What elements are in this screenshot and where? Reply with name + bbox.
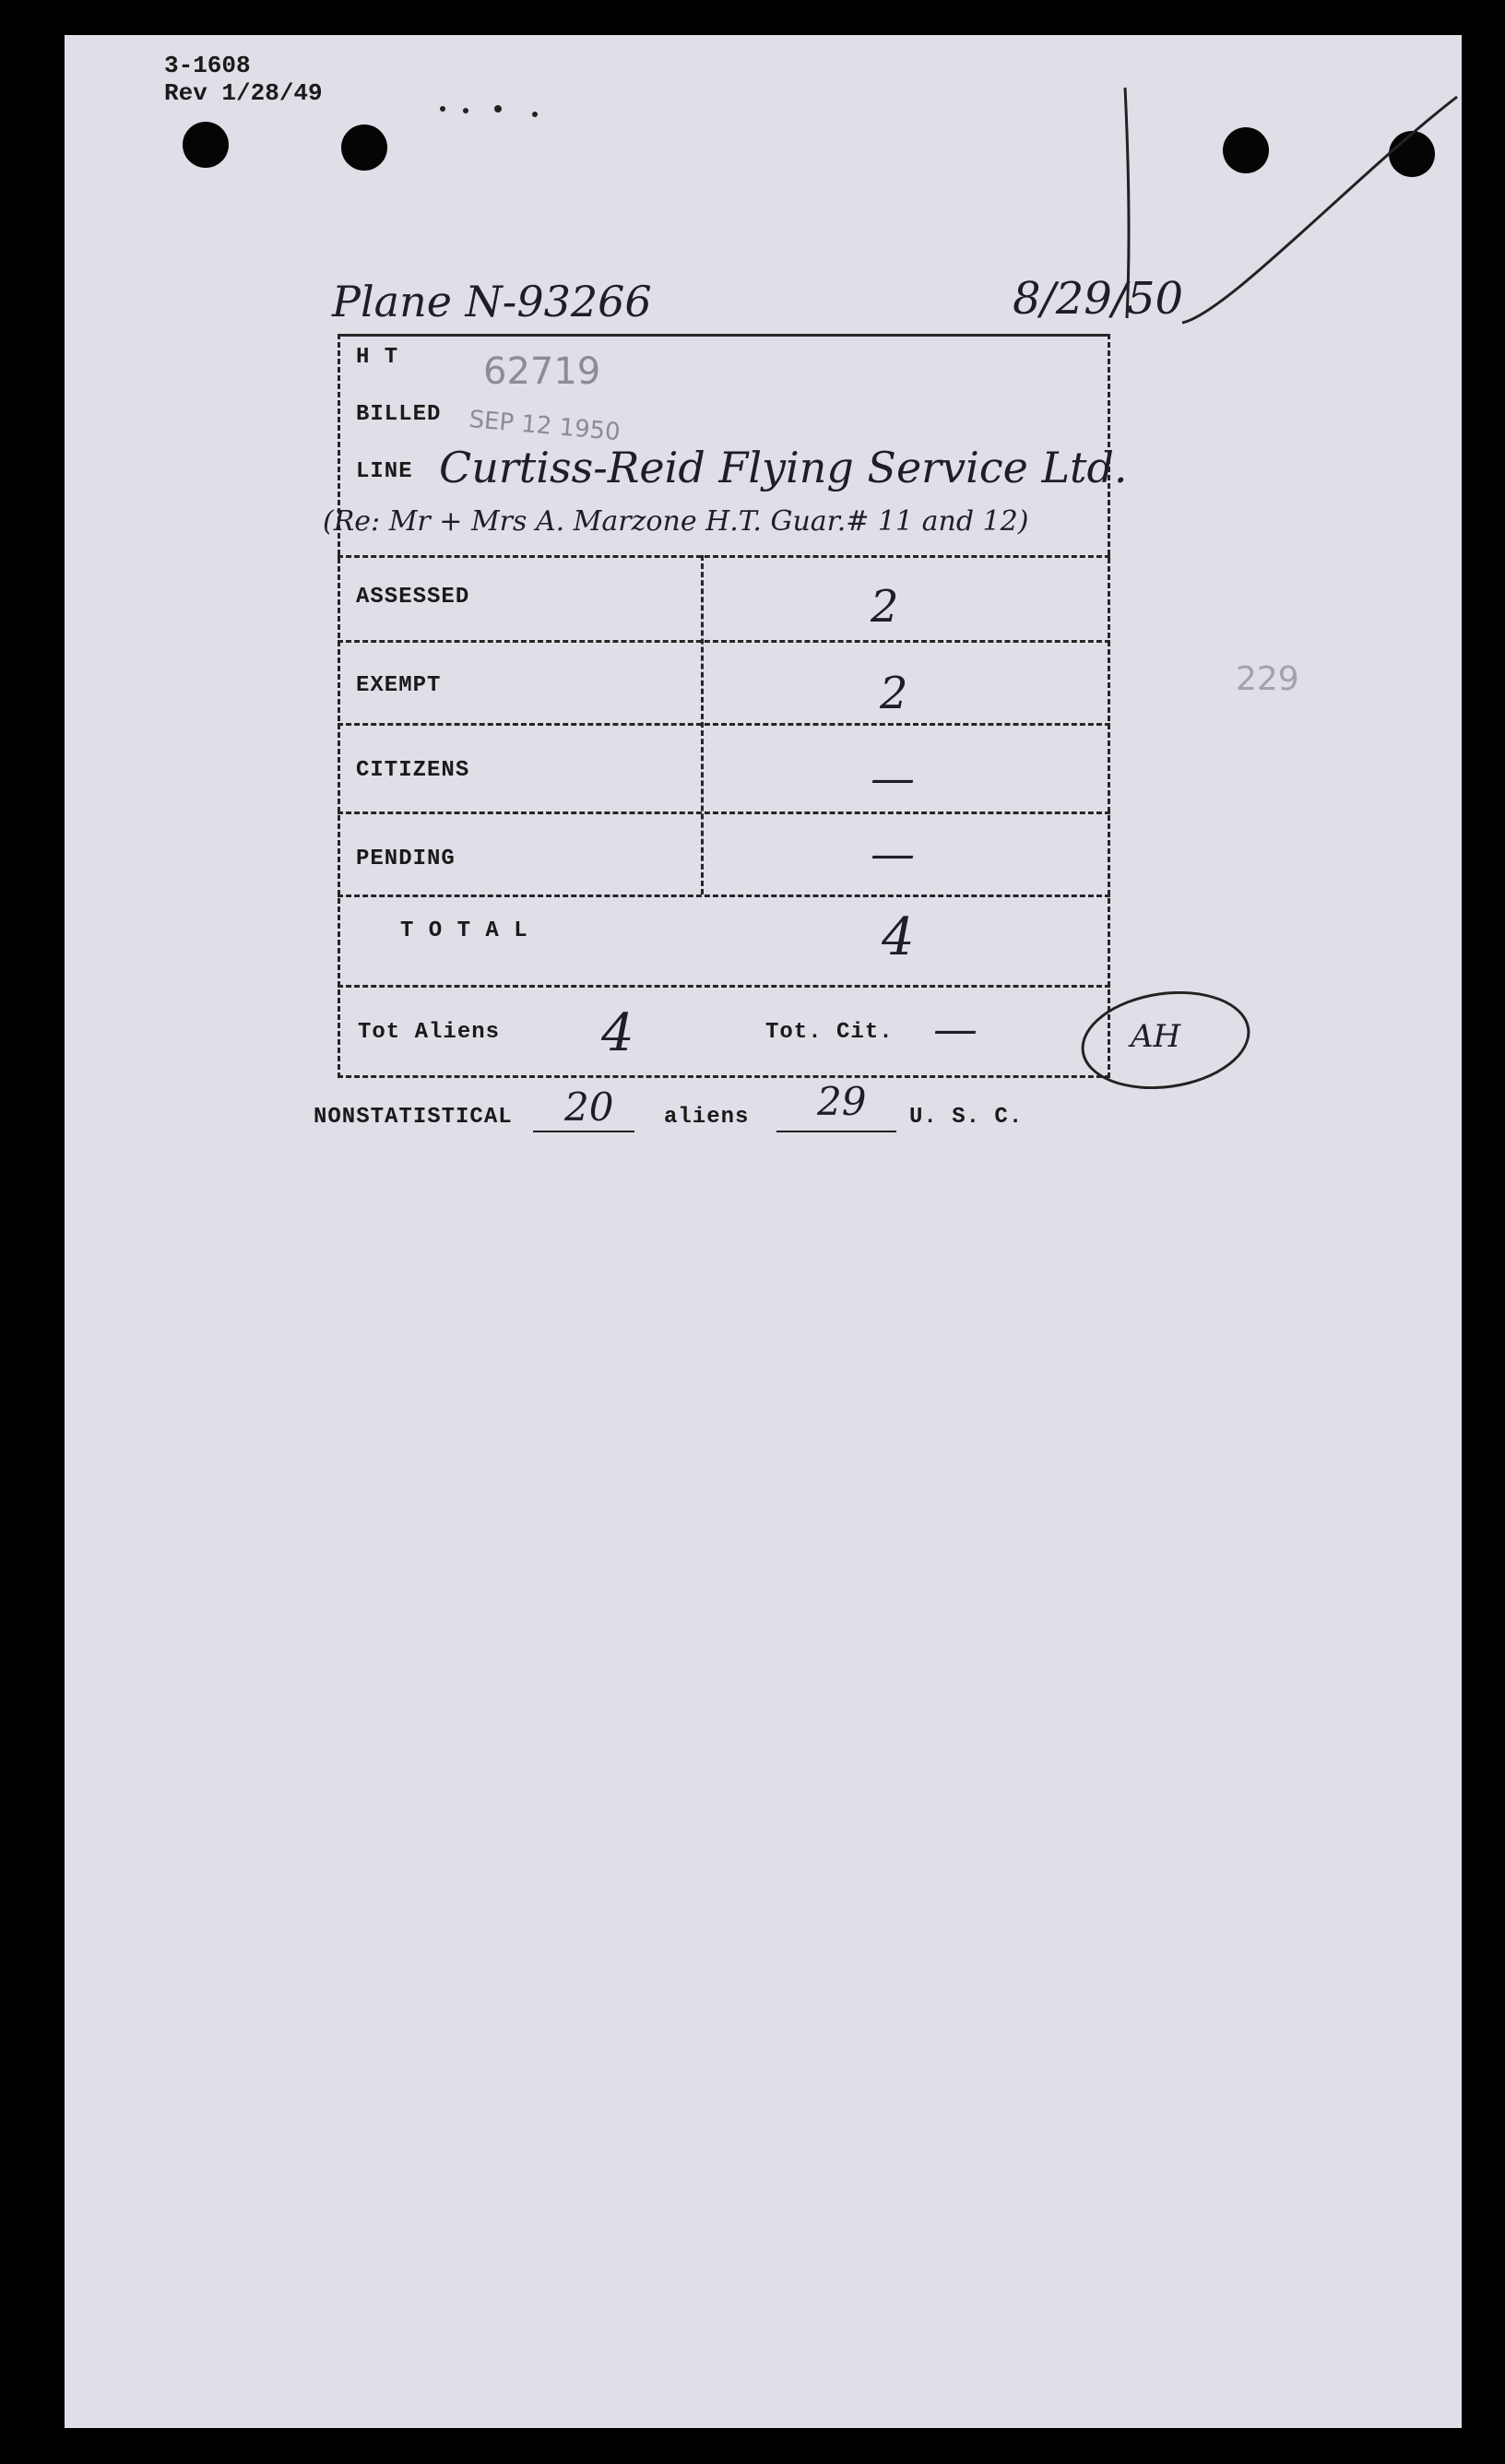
aliens-label: aliens — [664, 1105, 750, 1130]
exempt-value: 2 — [880, 668, 908, 719]
row-divider — [338, 555, 1110, 558]
line-value: Curtiss-Reid Flying Service Ltd. — [439, 443, 1128, 492]
nonstatistical-aliens-value: 20 — [564, 1084, 614, 1130]
column-divider — [701, 555, 704, 894]
ht-label: H T — [356, 345, 399, 370]
pending-value: — — [871, 828, 915, 880]
billed-label: BILLED — [356, 402, 442, 427]
record-date: 8/29/50 — [1013, 273, 1184, 325]
line-label: LINE — [356, 459, 413, 484]
usc-label: U. S. C. — [909, 1105, 1024, 1130]
assessed-value: 2 — [871, 581, 899, 633]
nonstatistical-label: NONSTATISTICAL — [314, 1105, 513, 1130]
initials: AH — [1131, 1018, 1181, 1055]
tot-aliens-label: Tot Aliens — [358, 1020, 501, 1045]
tot-cit-label: Tot. Cit. — [765, 1020, 894, 1045]
pending-label: PENDING — [356, 847, 456, 871]
tot-cit-value: — — [933, 1003, 978, 1055]
ht-number-stamp: 62719 — [483, 350, 601, 393]
row-divider — [338, 723, 1110, 726]
row-divider — [338, 985, 1110, 988]
plane-number: Plane N-93266 — [332, 277, 652, 326]
total-value: 4 — [882, 907, 915, 967]
pen-stroke-marks — [0, 0, 1505, 369]
aliens-underline — [533, 1131, 634, 1132]
citizens-label: CITIZENS — [356, 758, 470, 783]
row-divider — [338, 811, 1110, 814]
form-revision: Rev 1/28/49 — [164, 79, 323, 107]
tot-aliens-value: 4 — [601, 1003, 634, 1063]
row-divider — [338, 640, 1110, 643]
billed-date-stamp: SEP 12 1950 — [468, 406, 622, 447]
usc-underline — [776, 1131, 896, 1132]
record-note: (Re: Mr + Mrs A. Marzone H.T. Guar.# 11 and 12) — [323, 505, 1029, 538]
row-divider — [338, 894, 1110, 897]
assessed-label: ASSESSED — [356, 585, 470, 610]
nonstatistical-usc-value: 29 — [817, 1079, 867, 1124]
side-number: 229 — [1236, 660, 1299, 698]
total-label: T O T A L — [400, 918, 528, 943]
form-number: 3-1608 — [164, 52, 251, 79]
exempt-label: EXEMPT — [356, 673, 442, 698]
citizens-value: — — [871, 752, 915, 804]
